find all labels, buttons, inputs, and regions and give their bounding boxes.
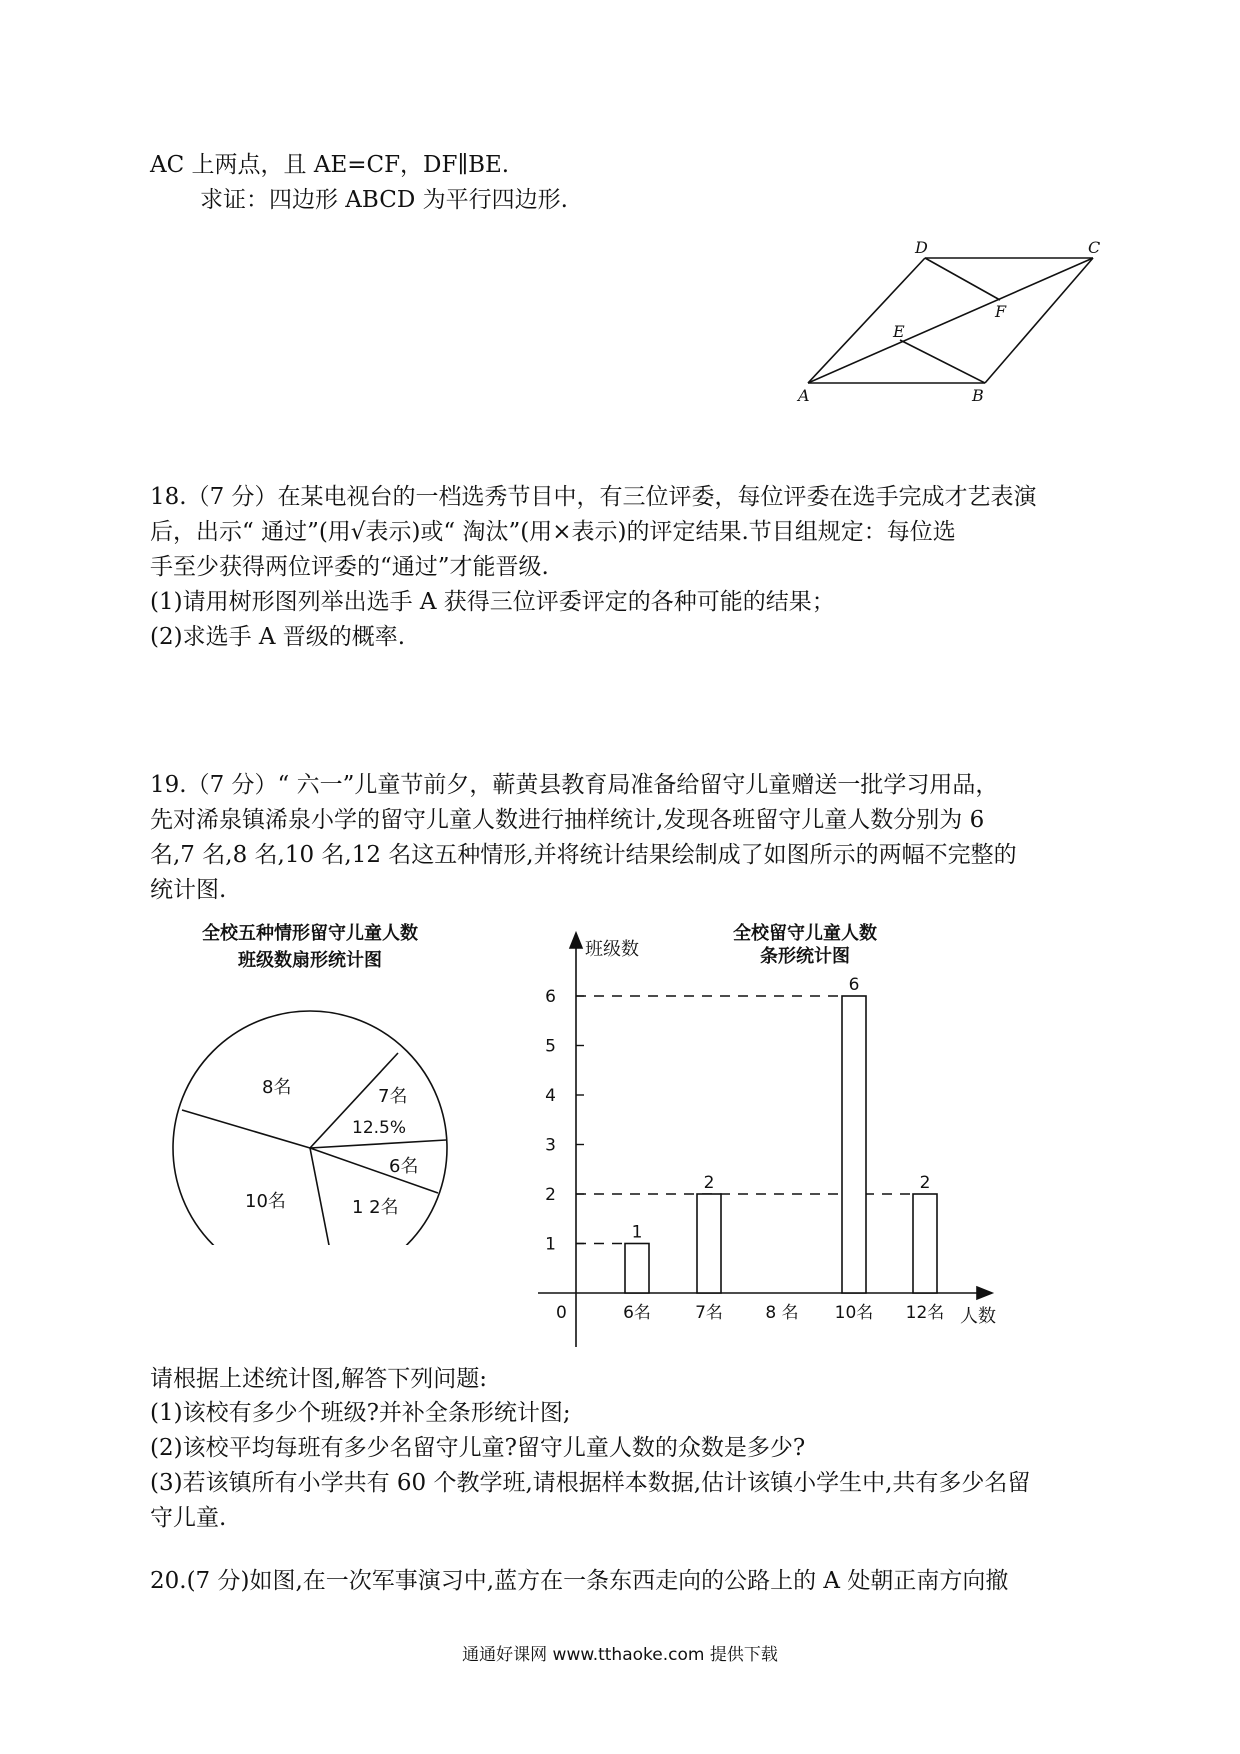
x-axis-arrow bbox=[977, 1287, 992, 1299]
pie-label-6: 6名 bbox=[389, 1156, 419, 1177]
pie-label-7-percent: 12.5% bbox=[352, 1118, 407, 1138]
vertex-a-label: A bbox=[798, 386, 810, 405]
q20-line-1: 20.(7 分)如图,在一次军事演习中,蓝方在一条东西走向的公路上的 A 处朝正南方向撤 bbox=[150, 1568, 1009, 1594]
origin-label: 0 bbox=[556, 1303, 567, 1323]
pie-title-2: 班级数扇形统计图 bbox=[238, 950, 382, 971]
bar-value-label-3: 6 bbox=[848, 975, 860, 995]
pie-label-10: 10名 bbox=[245, 1191, 286, 1212]
q19-after-3: (2)该校平均每班有多少名留守儿童?留守儿童人数的众数是多少? bbox=[150, 1435, 806, 1461]
bar-title-2: 条形统计图 bbox=[760, 946, 850, 967]
q19-line-4: 统计图. bbox=[150, 877, 227, 903]
parallelogram-figure bbox=[790, 230, 1120, 410]
pie-divider-8-10 bbox=[182, 1110, 310, 1148]
q19-after-2: (1)该校有多少个班级?并补全条形统计图; bbox=[150, 1400, 571, 1426]
q18-line-3: 手至少获得两位评委的“通过”才能晋级. bbox=[150, 554, 549, 580]
y-tick-label-6: 6 bbox=[545, 987, 556, 1007]
q19-after-1: 请根据上述统计图,解答下列问题: bbox=[150, 1366, 488, 1392]
bar-3 bbox=[842, 996, 866, 1293]
x-category-label-0: 6名 bbox=[623, 1303, 651, 1323]
q18-line-5: (2)求选手 A 晋级的概率. bbox=[150, 624, 406, 650]
x-category-label-3: 10名 bbox=[834, 1303, 874, 1323]
bar-title-1: 全校留守儿童人数 bbox=[733, 923, 877, 944]
y-tick-label-3: 3 bbox=[545, 1135, 556, 1156]
bar-4 bbox=[913, 1194, 937, 1293]
pie-divider-12-10 bbox=[310, 1148, 336, 1245]
page-footer: 通通好课网 www.tthaoke.com 提供下载 bbox=[462, 1645, 778, 1665]
vertex-b-label: B bbox=[972, 386, 984, 405]
x-axis-label: 人数 bbox=[960, 1306, 996, 1327]
bar-value-label-4: 2 bbox=[919, 1173, 931, 1193]
point-e-label: E bbox=[893, 322, 905, 341]
x-category-label-4: 12名 bbox=[905, 1303, 945, 1323]
bar-value-label-0: 1 bbox=[631, 1222, 643, 1243]
pie-label-12: 1 2名 bbox=[352, 1197, 399, 1218]
y-tick-label-1: 1 bbox=[545, 1234, 556, 1255]
x-category-label-1: 7名 bbox=[695, 1303, 723, 1323]
q19-after-5: 守儿童. bbox=[150, 1505, 227, 1531]
pie-label-8: 8名 bbox=[262, 1077, 292, 1098]
q19-line-2: 先对浠泉镇浠泉小学的留守儿童人数进行抽样统计,发现各班留守儿童人数分别为 6 bbox=[150, 807, 985, 833]
q18-line-2: 后，出示“ 通过”(用√表示)或“ 淘汰”(用×表示)的评定结果.节目组规定：每位选 bbox=[150, 519, 956, 545]
pie-label-7: 7名 bbox=[378, 1086, 408, 1107]
pie-divider-6-12 bbox=[310, 1148, 438, 1193]
bar-chart bbox=[530, 915, 1020, 1355]
y-tick-label-5: 5 bbox=[545, 1036, 556, 1057]
vertex-c-label: C bbox=[1088, 238, 1101, 257]
pie-title-1: 全校五种情形留守儿童人数 bbox=[202, 923, 418, 944]
q17-line-2: 求证：四边形 ABCD 为平行四边形. bbox=[200, 187, 568, 213]
point-f-label: F bbox=[995, 302, 1007, 321]
y-axis-label: 班级数 bbox=[585, 939, 639, 960]
pie-chart bbox=[160, 915, 460, 1245]
q19-line-3: 名,7 名,8 名,10 名,12 名这五种情形,并将统计结果绘制成了如图所示的两幅不完整的 bbox=[150, 842, 1017, 868]
bar-0 bbox=[625, 1244, 649, 1294]
pie-divider-7-6 bbox=[310, 1140, 446, 1148]
q17-line-1: AC 上两点，且 AE=CF，DF∥BE. bbox=[150, 152, 510, 178]
q18-line-4: (1)请用树形图列举出选手 A 获得三位评委评定的各种可能的结果； bbox=[150, 589, 835, 615]
y-tick-label-2: 2 bbox=[545, 1185, 556, 1205]
q19-line-1: 19.（7 分）“ 六一”儿童节前夕，蕲黄县教育局准备给留守儿童赠送一批学习用品， bbox=[150, 772, 999, 798]
x-category-label-2: 8 名 bbox=[765, 1303, 799, 1323]
bar-value-label-1: 2 bbox=[703, 1173, 715, 1193]
y-tick-label-4: 4 bbox=[545, 1086, 556, 1106]
vertex-d-label: D bbox=[915, 238, 928, 257]
q18-line-1: 18.（7 分）在某电视台的一档选秀节目中，有三位评委，每位评委在选手完成才艺表演 bbox=[150, 484, 1037, 510]
q19-after-4: (3)若该镇所有小学共有 60 个教学班,请根据样本数据,估计该镇小学生中,共有多少名留 bbox=[150, 1470, 1031, 1496]
y-axis-arrow bbox=[570, 933, 582, 948]
bar-1 bbox=[697, 1194, 721, 1293]
